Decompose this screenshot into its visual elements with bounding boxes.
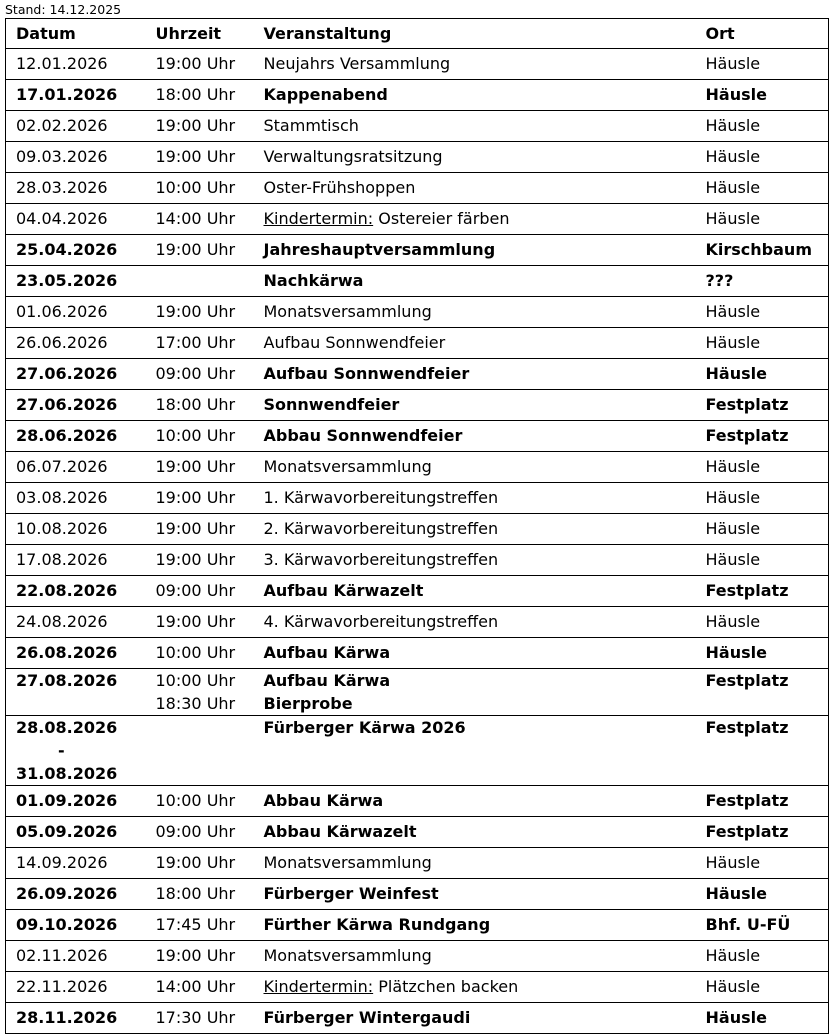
event-title: Oster-Frühshoppen: [263, 178, 416, 197]
cell-uhrzeit: 19:00 Uhr: [146, 142, 254, 173]
table-row: [6, 716, 829, 786]
cell-ort: Häusle: [696, 638, 829, 669]
cell-veranstaltung: [254, 941, 696, 972]
cell-uhrzeit: 19:00 Uhr: [146, 514, 254, 545]
event-title: Fürberger Weinfest: [263, 884, 439, 903]
cell-ort: Festplatz: [696, 716, 829, 786]
header-row: [6, 19, 829, 49]
table-row: [6, 80, 829, 111]
event-title: Monatsversammlung: [263, 302, 432, 321]
event-line: Bierprobe: [263, 694, 353, 713]
table-row: [6, 576, 829, 607]
cell-ort: Festplatz: [696, 421, 829, 452]
cell-datum: 26.09.2026: [6, 879, 146, 910]
cell-datum: 17.01.2026: [6, 80, 146, 111]
table-row: [6, 49, 829, 80]
cell-ort: Häusle: [696, 607, 829, 638]
cell-datum: 27.06.2026: [6, 390, 146, 421]
cell-ort: Häusle: [696, 848, 829, 879]
cell-datum: 10.08.2026: [6, 514, 146, 545]
cell-uhrzeit: 19:00 Uhr: [146, 452, 254, 483]
event-title: 2. Kärwavorbereitungstreffen: [263, 519, 499, 538]
table-row: [6, 941, 829, 972]
cell-veranstaltung: [254, 452, 696, 483]
cell-uhrzeit: 19:00 Uhr: [146, 483, 254, 514]
cell-datum: 28.06.2026: [6, 421, 146, 452]
cell-datum: [6, 716, 146, 786]
table-row: [6, 173, 829, 204]
cell-ort: Häusle: [696, 452, 829, 483]
cell-veranstaltung: [254, 910, 696, 941]
cell-veranstaltung: [254, 359, 696, 390]
cell-uhrzeit: 10:00 Uhr: [146, 173, 254, 204]
event-title: Aufbau Sonnwendfeier: [263, 364, 470, 383]
cell-veranstaltung: [254, 204, 696, 235]
cell-ort: Häusle: [696, 111, 829, 142]
cell-ort: Häusle: [696, 49, 829, 80]
event-title: Abbau Kärwa: [263, 791, 384, 810]
cell-veranstaltung: [254, 483, 696, 514]
cell-datum: 23.05.2026: [6, 266, 146, 297]
table-row: [6, 514, 829, 545]
table-row: [6, 669, 829, 716]
cell-uhrzeit: 10:00 Uhr: [146, 786, 254, 817]
cell-uhrzeit: 10:00 Uhr: [146, 638, 254, 669]
events-body-special: [6, 669, 829, 786]
event-line: Aufbau Kärwa: [263, 671, 391, 690]
cell-veranstaltung: [254, 111, 696, 142]
header-uhrzeit: Uhrzeit: [146, 19, 254, 49]
time-line: 10:00 Uhr: [155, 671, 236, 690]
cell-uhrzeit: 19:00 Uhr: [146, 607, 254, 638]
cell-datum: 28.11.2026: [6, 1003, 146, 1034]
cell-veranstaltung: [254, 235, 696, 266]
cell-datum: 12.01.2026: [6, 49, 146, 80]
cell-uhrzeit: 17:45 Uhr: [146, 910, 254, 941]
cell-datum: 27.06.2026: [6, 359, 146, 390]
event-title: 1. Kärwavorbereitungstreffen: [263, 488, 499, 507]
cell-uhrzeit: 19:00 Uhr: [146, 941, 254, 972]
cell-veranstaltung: [254, 297, 696, 328]
cell-uhrzeit: 14:00 Uhr: [146, 204, 254, 235]
table-row: [6, 328, 829, 359]
cell-datum: 04.04.2026: [6, 204, 146, 235]
cell-veranstaltung: [254, 421, 696, 452]
cell-uhrzeit: 09:00 Uhr: [146, 817, 254, 848]
header-datum: Datum: [6, 19, 146, 49]
time-line: 18:30 Uhr: [155, 694, 236, 713]
cell-ort: Festplatz: [696, 576, 829, 607]
cell-veranstaltung: [254, 514, 696, 545]
cell-ort: Kirschbaum: [696, 235, 829, 266]
cell-datum: 05.09.2026: [6, 817, 146, 848]
cell-ort: Häusle: [696, 80, 829, 111]
cell-ort: Bhf. U-FÜ: [696, 910, 829, 941]
event-title: Aufbau Kärwa: [263, 643, 391, 662]
table-row: [6, 910, 829, 941]
table-row: [6, 204, 829, 235]
event-title: Plätzchen backen: [373, 977, 519, 996]
cell-ort: Häusle: [696, 173, 829, 204]
cell-datum: 26.08.2026: [6, 638, 146, 669]
table-row: [6, 111, 829, 142]
event-title: 3. Kärwavorbereitungstreffen: [263, 550, 499, 569]
cell-ort: Häusle: [696, 483, 829, 514]
cell-veranstaltung: [254, 576, 696, 607]
event-title: Neujahrs Versammlung: [263, 54, 451, 73]
cell-veranstaltung: [254, 545, 696, 576]
cell-uhrzeit: 18:00 Uhr: [146, 390, 254, 421]
cell-ort: ???: [696, 266, 829, 297]
cell-veranstaltung: [254, 1003, 696, 1034]
table-row: [6, 607, 829, 638]
cell-uhrzeit: 09:00 Uhr: [146, 359, 254, 390]
table-row: [6, 390, 829, 421]
event-title: Abbau Sonnwendfeier: [263, 426, 463, 445]
cell-ort: Häusle: [696, 297, 829, 328]
table-row: [6, 483, 829, 514]
stand-date: Stand: 14.12.2025: [5, 2, 122, 17]
cell-uhrzeit: 18:00 Uhr: [146, 879, 254, 910]
cell-ort: Häusle: [696, 514, 829, 545]
event-title: Abbau Kärwazelt: [263, 822, 417, 841]
cell-veranstaltung: [254, 638, 696, 669]
table-row: [6, 266, 829, 297]
cell-veranstaltung: [254, 49, 696, 80]
cell-veranstaltung: [254, 142, 696, 173]
cell-datum: 22.11.2026: [6, 972, 146, 1003]
table-row: [6, 359, 829, 390]
cell-uhrzeit: 17:30 Uhr: [146, 1003, 254, 1034]
table-row: [6, 817, 829, 848]
events-table: [5, 18, 829, 1034]
cell-uhrzeit: 19:00 Uhr: [146, 297, 254, 328]
cell-datum: 26.06.2026: [6, 328, 146, 359]
cell-datum: 01.09.2026: [6, 786, 146, 817]
cell-datum: 09.03.2026: [6, 142, 146, 173]
cell-veranstaltung: [254, 848, 696, 879]
cell-ort: Festplatz: [696, 817, 829, 848]
cell-datum: 17.08.2026: [6, 545, 146, 576]
event-title: Aufbau Kärwazelt: [263, 581, 424, 600]
cell-ort: Festplatz: [696, 669, 829, 716]
cell-uhrzeit: 14:00 Uhr: [146, 972, 254, 1003]
date-start: 28.08.2026: [16, 718, 118, 737]
event-title: Monatsversammlung: [263, 946, 432, 965]
table-row: [6, 235, 829, 266]
cell-veranstaltung: [254, 390, 696, 421]
cell-ort: Festplatz: [696, 786, 829, 817]
cell-uhrzeit: [146, 266, 254, 297]
table-row: [6, 297, 829, 328]
cell-veranstaltung: [254, 173, 696, 204]
cell-uhrzeit: 17:00 Uhr: [146, 328, 254, 359]
cell-ort: Häusle: [696, 204, 829, 235]
event-title: Aufbau Sonnwendfeier: [263, 333, 446, 352]
table-row: [6, 1003, 829, 1034]
date-dash: -: [58, 741, 65, 760]
table-row: [6, 786, 829, 817]
cell-ort: Häusle: [696, 142, 829, 173]
cell-datum: 09.10.2026: [6, 910, 146, 941]
cell-veranstaltung: [254, 972, 696, 1003]
event-title: Sonnwendfeier: [263, 395, 400, 414]
cell-ort: Häusle: [696, 972, 829, 1003]
cell-veranstaltung: [254, 669, 696, 716]
event-title: Monatsversammlung: [263, 853, 432, 872]
cell-uhrzeit: 19:00 Uhr: [146, 111, 254, 142]
events-body-first: [6, 49, 829, 669]
cell-datum: 01.06.2026: [6, 297, 146, 328]
cell-ort: Häusle: [696, 545, 829, 576]
events-body-last: [6, 786, 829, 1034]
cell-datum: 27.08.2026: [6, 669, 146, 716]
cell-uhrzeit: 19:00 Uhr: [146, 545, 254, 576]
cell-datum: 02.11.2026: [6, 941, 146, 972]
cell-uhrzeit: 19:00 Uhr: [146, 235, 254, 266]
table-row: [6, 848, 829, 879]
cell-datum: 22.08.2026: [6, 576, 146, 607]
header-veranstaltung: Veranstaltung: [254, 19, 696, 49]
kindertermin-label: Kindertermin:: [263, 209, 374, 228]
cell-uhrzeit: 18:00 Uhr: [146, 80, 254, 111]
cell-datum: 03.08.2026: [6, 483, 146, 514]
table-row: [6, 142, 829, 173]
table-row: [6, 638, 829, 669]
cell-uhrzeit: 19:00 Uhr: [146, 848, 254, 879]
cell-datum: 06.07.2026: [6, 452, 146, 483]
cell-datum: 28.03.2026: [6, 173, 146, 204]
cell-veranstaltung: [254, 328, 696, 359]
cell-datum: 24.08.2026: [6, 607, 146, 638]
event-title: Verwaltungsratsitzung: [263, 147, 443, 166]
date-end: 31.08.2026: [16, 764, 118, 783]
event-title: Ostereier färben: [373, 209, 510, 228]
event-title: Kappenabend: [263, 85, 388, 104]
event-title: Fürberger Wintergaudi: [263, 1008, 471, 1027]
cell-datum: 25.04.2026: [6, 235, 146, 266]
event-title: Fürther Kärwa Rundgang: [263, 915, 491, 934]
cell-veranstaltung: [254, 80, 696, 111]
event-title: 4. Kärwavorbereitungstreffen: [263, 612, 499, 631]
cell-veranstaltung: [254, 817, 696, 848]
cell-veranstaltung: [254, 607, 696, 638]
cell-veranstaltung: [254, 879, 696, 910]
cell-ort: Häusle: [696, 941, 829, 972]
header-ort: Ort: [696, 19, 829, 49]
event-title: Jahreshauptversammlung: [263, 240, 496, 259]
cell-ort: Häusle: [696, 879, 829, 910]
cell-uhrzeit: 09:00 Uhr: [146, 576, 254, 607]
cell-datum: 14.09.2026: [6, 848, 146, 879]
table-row: [6, 879, 829, 910]
cell-ort: Häusle: [696, 359, 829, 390]
table-row: [6, 545, 829, 576]
cell-ort: Häusle: [696, 1003, 829, 1034]
event-title: Nachkärwa: [263, 271, 364, 290]
event-title: Monatsversammlung: [263, 457, 432, 476]
cell-datum: 02.02.2026: [6, 111, 146, 142]
cell-uhrzeit: [146, 669, 254, 716]
cell-ort: Häusle: [696, 328, 829, 359]
cell-veranstaltung: Fürberger Kärwa 2026: [254, 716, 696, 786]
cell-ort: Festplatz: [696, 390, 829, 421]
cell-uhrzeit: 10:00 Uhr: [146, 421, 254, 452]
cell-veranstaltung: [254, 786, 696, 817]
table-row: [6, 421, 829, 452]
table-row: [6, 972, 829, 1003]
table-row: [6, 452, 829, 483]
event-title: Stammtisch: [263, 116, 359, 135]
kindertermin-label: Kindertermin:: [263, 977, 374, 996]
cell-veranstaltung: [254, 266, 696, 297]
cell-uhrzeit: 19:00 Uhr: [146, 49, 254, 80]
cell-uhrzeit: [146, 716, 254, 786]
